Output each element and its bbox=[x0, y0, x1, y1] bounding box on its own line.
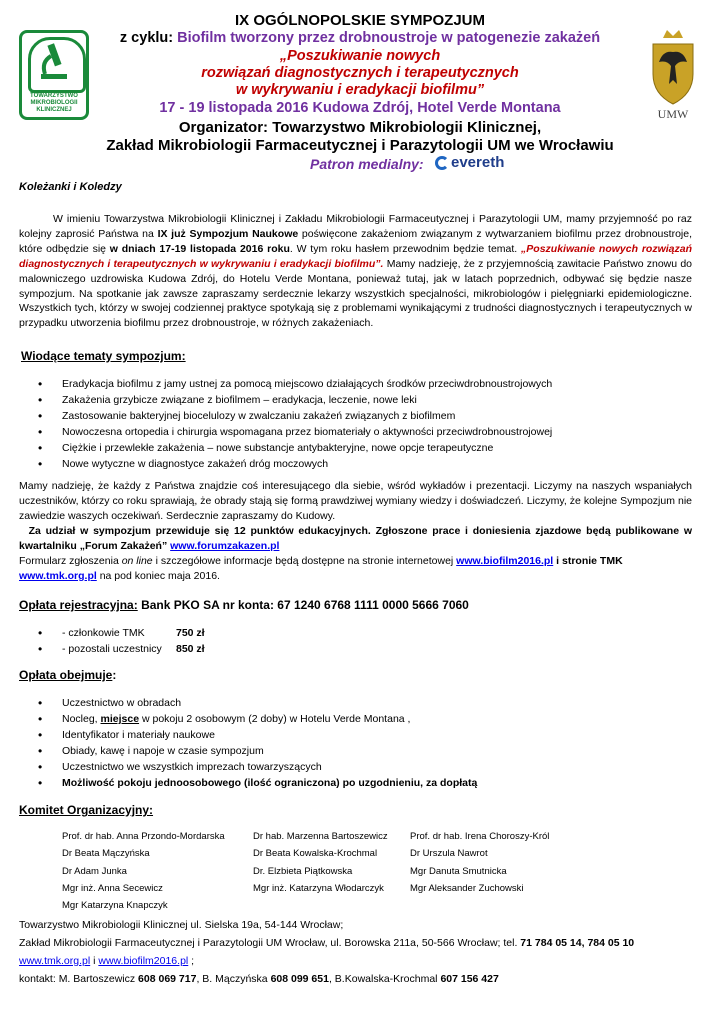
contact-phone: 608 069 717 bbox=[138, 973, 197, 985]
intro-theme: „Poszukiwanie nowych rozwiązań diagnostycznych i terapeutycznych w wykrywaniu i eradykacji biofilmu”. bbox=[19, 242, 693, 270]
footer-links bbox=[19, 952, 699, 971]
topic-item: • Zastosowanie bakteryjnej biocelulozy w zwalczaniu zakażeń związanych z biofilmem bbox=[19, 409, 699, 425]
includes-item bbox=[19, 728, 699, 744]
fee-item bbox=[19, 642, 419, 658]
committee-member: Prof. dr hab. Irena Choroszy-Król bbox=[410, 831, 550, 842]
footer-sep: i bbox=[90, 955, 99, 967]
cycle-title: Biofilm tworzony przez drobnoustroje w patogenezie zakażeń bbox=[177, 30, 601, 46]
committee-member: Dr Adam Junka bbox=[62, 865, 127, 877]
fee-amount: 850 zł bbox=[176, 642, 205, 655]
committee-member: Mgr inż. Katarzyna Włodarczyk bbox=[253, 882, 384, 894]
topics-heading: Wiodące tematy sympozjum: bbox=[21, 349, 186, 363]
topic-item: • Eradykacja biofilmu z jamy ustnej za pomocą miejscowo działających środków przeciwdrobnoustrojowych bbox=[19, 377, 699, 393]
includes-item bbox=[19, 712, 699, 728]
topic-item: • Zakażenia grzybicze związane z biofilmem – eradykacja, leczenie, nowe leki bbox=[19, 393, 699, 409]
includes-text: Nocleg, bbox=[62, 712, 101, 725]
footer-um-address bbox=[19, 934, 699, 953]
theme-line-3: w wykrywaniu i eradykacji biofilmu” bbox=[235, 82, 485, 98]
includes-text: Uczestnictwo we wszystkich imprezach towarzyszących bbox=[62, 760, 322, 773]
fee-amount: 750 zł bbox=[176, 627, 205, 639]
footer-address-text: Zakład Mikrobiologii Farmaceutycznej i Parazytologii UM Wrocław, ul. Borowska 211a, 50-566 Wrocław; tel. bbox=[19, 937, 521, 949]
topic-item: • Ciężkie i przewlekłe zakażenia – nowe substancje antybakteryjne, nowe opcje terapeutyczne bbox=[19, 441, 699, 457]
cycle-line bbox=[95, 30, 625, 46]
includes-item bbox=[19, 776, 699, 792]
includes-item bbox=[19, 760, 699, 776]
committee-member: Mgr Katarzyna Knapczyk bbox=[62, 900, 168, 912]
topic-item: • Nowoczesna ortopedia i chirurgia wspomagana przez biomateriały o aktywności przeciwdrobnoustrojowej bbox=[19, 425, 699, 441]
committee-member: Mgr Danuta Smutnicka bbox=[410, 865, 507, 877]
forum-zakazen-link[interactable]: www.forumzakazen.pl bbox=[170, 539, 280, 552]
form-text: na pod koniec maja 2016. bbox=[96, 569, 220, 582]
theme-line-1: „Poszukiwanie nowych bbox=[279, 48, 441, 64]
footer-phone: 71 784 05 14, 784 05 10 bbox=[520, 937, 635, 949]
committee-member: Mgr inż. Anna Secewicz bbox=[62, 882, 163, 894]
includes-heading-label: Opłata obejmuje bbox=[19, 668, 113, 682]
committee-member: Dr Urszula Nawrot bbox=[410, 848, 488, 860]
committee-col-1 bbox=[62, 828, 225, 914]
contact-text: kontakt: M. Bartoszewicz bbox=[19, 973, 139, 985]
topic-item: • Nowe wytyczne w diagnostyce zakażeń dróg moczowych bbox=[19, 457, 699, 473]
contact-phone: 608 099 651 bbox=[270, 973, 329, 985]
points-paragraph bbox=[19, 524, 692, 554]
organizer-line-2: Zakład Mikrobiologii Farmaceutycznej i Parazytologii UM we Wrocławiu bbox=[106, 137, 614, 154]
umw-logo bbox=[643, 28, 703, 128]
microscope-icon bbox=[28, 37, 86, 93]
organizer-line-1: Organizator: Towarzystwo Mikrobiologii Klinicznej, bbox=[178, 119, 542, 136]
footer-tail: ; bbox=[188, 955, 195, 967]
committee-grid bbox=[0, 828, 725, 918]
includes-emph: miejsce bbox=[100, 712, 140, 725]
umw-logo-text: UMW bbox=[657, 107, 689, 121]
closing-paragraph: Mamy nadzieję, że każdy z Państwa znajdzie coś interesującego dla siebie, wśród wykładów i prezentacji. Liczymy na naszych wspaniałych uczestników, którzy co roku sprawiają, że obrady stają się formą prawdziwej wymiany wiedzy i doświadczeń. Liczymy, że kolejne Sympozjum nie zawiedzie waszych oczekiwań. Serdecznie zapraszamy do Kudowy. bbox=[19, 480, 692, 522]
contact-text: , B. Mączyńska bbox=[196, 973, 271, 985]
form-text: i szczegółowe informacje będą dostępne na stronie internetowej bbox=[152, 555, 457, 567]
theme-line-2: rozwiązań diagnostycznych i terapeutycznych bbox=[201, 65, 519, 81]
includes-colon: : bbox=[112, 668, 117, 682]
includes-heading bbox=[19, 668, 116, 682]
form-text: Formularz zgłoszenia bbox=[19, 555, 122, 567]
cycle-prefix: z cyklu: bbox=[119, 30, 178, 46]
committee-heading: Komitet Organizacyjny: bbox=[19, 803, 154, 817]
form-online: on line bbox=[121, 555, 153, 567]
intro-text: W imieniu Towarzystwa Mikrobiologii Klinicznej i Zakładu Mikrobiologii Farmaceutycznej i Parazytologii UM, mamy przyjemność po raz kolejny zaprosić Państwa na bbox=[19, 213, 692, 240]
contact-phone: 607 156 427 bbox=[440, 973, 499, 985]
committee-member: Dr hab. Marzenna Bartoszewicz bbox=[253, 831, 388, 842]
footer-contact bbox=[19, 970, 699, 989]
committee-member: Dr Beata Kowalska-Krochmal bbox=[253, 848, 378, 860]
includes-item bbox=[19, 744, 699, 760]
intro-text: Mamy nadzieję, że z przyjemnością zawitacie Państwo znowu do malowniczego uzdrowiska Kudowa Zdrój, do Hotelu Verde Montana, ponieważ tutaj, jak w latach poprzednich, odbywać się będzie nasze sympozjum. Na spotkanie jak zawsze zapraszamy serdecznie lekarzy wszystkich specjalności, mikrobiologów i pielęgniarki epidemiologiczne. Wszystkich tych, którzy w swojej codziennej praktyce spotykają się z problemami wynikającymi z trudności diagnostycznych i terapeutycznych w przypadku utworzenia biofilmu przez drobnoustroje, w różnych zakażeniach. bbox=[19, 257, 693, 330]
footer-biofilm-link[interactable]: www.biofilm2016.pl bbox=[98, 955, 189, 967]
footer-tmk-link[interactable]: www.tmk.org.pl bbox=[19, 955, 91, 967]
intro-paragraph bbox=[19, 212, 692, 331]
fees-heading bbox=[19, 598, 469, 612]
tmk-logo bbox=[19, 30, 89, 120]
intro-bold-dates: w dniach 17-19 listopada 2016 roku bbox=[109, 242, 290, 255]
fees-heading-label: Opłata rejestracyjna: bbox=[19, 598, 138, 612]
includes-text: Obiady, kawę i napoje w czasie sympozjum bbox=[62, 744, 264, 757]
biofilm2016-link[interactable]: www.biofilm2016.pl bbox=[456, 555, 554, 567]
evereth-name: evereth bbox=[451, 154, 505, 171]
includes-list bbox=[19, 696, 699, 791]
committee-col-2 bbox=[253, 828, 388, 897]
points-text: Za udział w sympozjum przewiduje się 12 punktów edukacyjnych. Zgłoszone prace i doniesienia zjazdowe będą publikowane w kwartalniku „Forum Zakażeń” bbox=[19, 525, 692, 552]
tmk-link[interactable]: www.tmk.org.pl bbox=[19, 569, 97, 582]
fee-label: - członkowie TMK bbox=[62, 627, 145, 639]
evereth-ring-icon bbox=[435, 156, 449, 170]
committee-member: Dr Beata Mączyńska bbox=[62, 848, 150, 860]
intro-text: poświęcone zakażeniom związanym z wytwarzaniem biofilmu przez drobnoustroje, które odbędzie się bbox=[19, 227, 692, 255]
intro-bold-symposium: IX już Sympozjum Naukowe bbox=[157, 227, 299, 240]
contact-text: , B.Kowalska-Krochmal bbox=[328, 973, 441, 985]
intro-text: . W tym roku hasłem przewodnim będzie temat. bbox=[289, 242, 522, 255]
form-text-tmk: i stronie TMK bbox=[553, 555, 623, 567]
includes-bold: Możliwość pokoju jednoosobowego (ilość ograniczona) po uzgodnieniu, za dopłatą bbox=[62, 776, 478, 789]
patron-label: Patron medialny: bbox=[310, 156, 424, 172]
date-venue: 17 - 19 listopada 2016 Kudowa Zdrój, Hotel Verde Montana bbox=[159, 100, 561, 116]
fees-account: Bank PKO SA nr konta: 67 1240 6768 1111 0000 5666 7060 bbox=[137, 598, 469, 612]
committee-col-3 bbox=[410, 828, 549, 897]
includes-text: Identyfikator i materiały naukowe bbox=[62, 728, 215, 741]
eagle-crest-icon bbox=[643, 28, 703, 108]
committee-member: Mgr Aleksander Zuchowski bbox=[410, 882, 524, 894]
includes-item bbox=[19, 696, 699, 712]
includes-text: w pokoju 2 osobowym (2 doby) w Hotelu Verde Montana , bbox=[139, 712, 411, 725]
fee-item bbox=[19, 626, 419, 642]
committee-member: Dr. Elzbieta Piątkowska bbox=[253, 865, 353, 877]
fees-list bbox=[19, 626, 419, 658]
form-paragraph bbox=[19, 554, 692, 584]
includes-text: Uczestnictwo w obradach bbox=[62, 697, 182, 709]
tmk-logo-text: TOWARZYSTWO MIKROBIOLOGII KLINICZNEJ bbox=[30, 93, 78, 113]
greeting: Koleżanki i Koledzy bbox=[19, 181, 122, 193]
topics-list bbox=[19, 377, 699, 472]
evereth-logo bbox=[435, 154, 504, 171]
symposium-title: IX OGÓLNOPOLSKIE SYMPOZJUM bbox=[234, 12, 486, 29]
footer-tmk-address: Towarzystwo Mikrobiologii Klinicznej ul. Sielska 19a, 54-144 Wrocław; bbox=[19, 919, 344, 931]
committee-member: Prof. dr hab. Anna Przondo-Mordarska bbox=[62, 831, 225, 842]
fee-label: - pozostali uczestnicy bbox=[62, 642, 162, 655]
